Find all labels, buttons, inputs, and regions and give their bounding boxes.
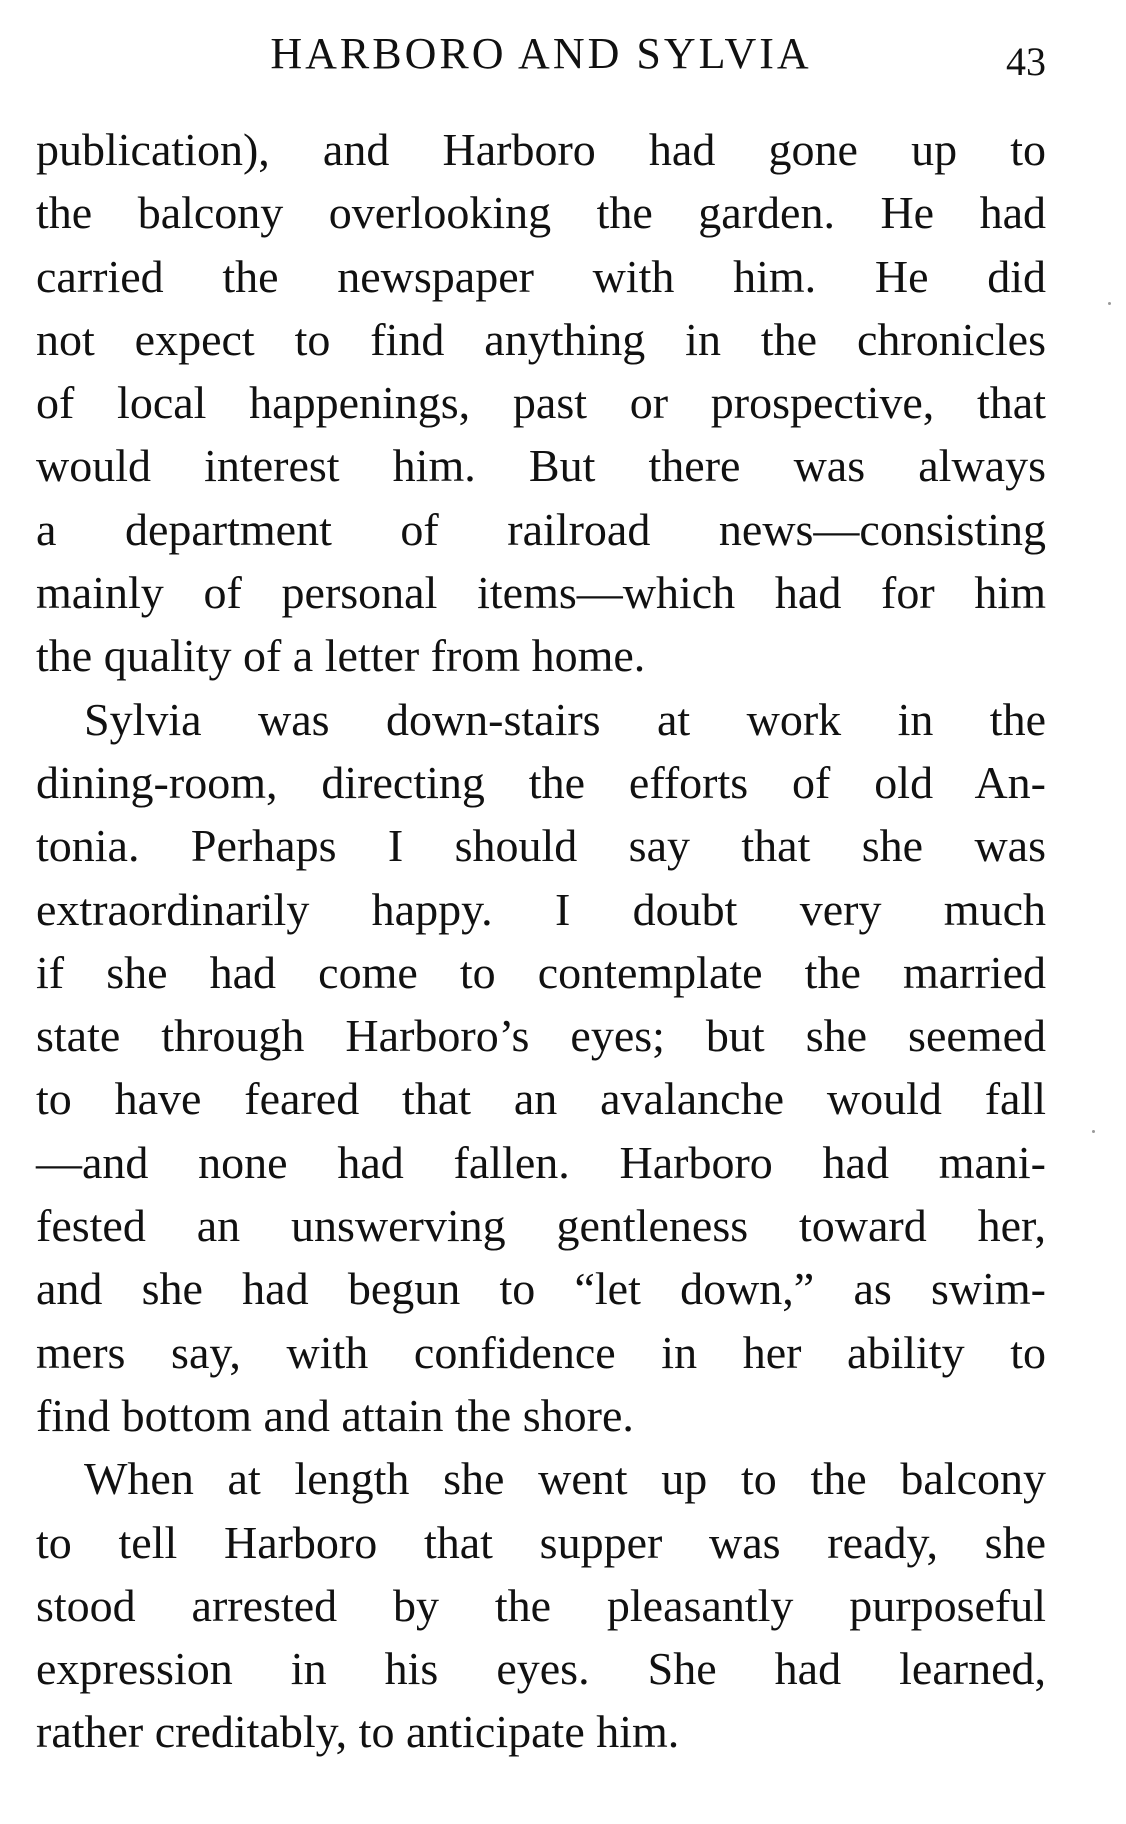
- text-line: stood arrested by the pleasantly purposeful: [36, 1579, 1046, 1631]
- page-number: 43: [1006, 39, 1046, 84]
- paragraph: [36, 688, 1046, 1448]
- text-line: not expect to find anything in the chronicles: [36, 313, 1046, 365]
- text-line: to tell Harboro that supper was ready, she: [36, 1516, 1046, 1568]
- running-title: HARBORO AND SYLVIA: [270, 29, 812, 78]
- paragraph: [36, 118, 1046, 688]
- text-line: fested an unswerving gentleness toward her,: [36, 1200, 1046, 1252]
- text-line: to have feared that an avalanche would fall: [36, 1073, 1046, 1125]
- text-line: and she had begun to “let down,” as swim-: [36, 1263, 1046, 1315]
- text-line: rather creditably, to anticipate him.: [36, 1706, 680, 1758]
- text-line: would interest him. But there was always: [36, 440, 1046, 492]
- text-line: the quality of a letter from home.: [36, 630, 646, 682]
- text-line: find bottom and attain the shore.: [36, 1389, 634, 1441]
- paragraph: [36, 1447, 1046, 1763]
- text-line: mainly of personal items—which had for him: [36, 567, 1046, 619]
- scan-speck: [1108, 302, 1111, 305]
- text-line: mers say, with confidence in her ability to: [36, 1326, 1046, 1378]
- text-line: carried the newspaper with him. He did: [36, 250, 1046, 302]
- text-line: tonia. Perhaps I should say that she was: [36, 820, 1046, 872]
- text-line: extraordinarily happy. I doubt very much: [36, 883, 1046, 935]
- text-line: state through Harboro’s eyes; but she seemed: [36, 1010, 1046, 1062]
- scan-speck: [1092, 1130, 1095, 1133]
- text-line: Sylvia was down-stairs at work in the: [84, 693, 1046, 745]
- text-line: of local happenings, past or prospective, that: [36, 377, 1046, 429]
- text-line: the balcony overlooking the garden. He had: [36, 187, 1046, 239]
- text-line: —and none had fallen. Harboro had mani-: [36, 1136, 1046, 1188]
- text-line: if she had come to contemplate the married: [36, 946, 1046, 998]
- text-line: a department of railroad news—consisting: [36, 503, 1046, 555]
- running-head: [36, 28, 1046, 88]
- text-line: When at length she went up to the balcony: [84, 1453, 1046, 1505]
- text-line: expression in his eyes. She had learned,: [36, 1643, 1046, 1695]
- body-text: [36, 118, 1046, 1764]
- text-line: dining-room, directing the efforts of old An-: [36, 756, 1046, 808]
- text-line: publication), and Harboro had gone up to: [36, 124, 1046, 175]
